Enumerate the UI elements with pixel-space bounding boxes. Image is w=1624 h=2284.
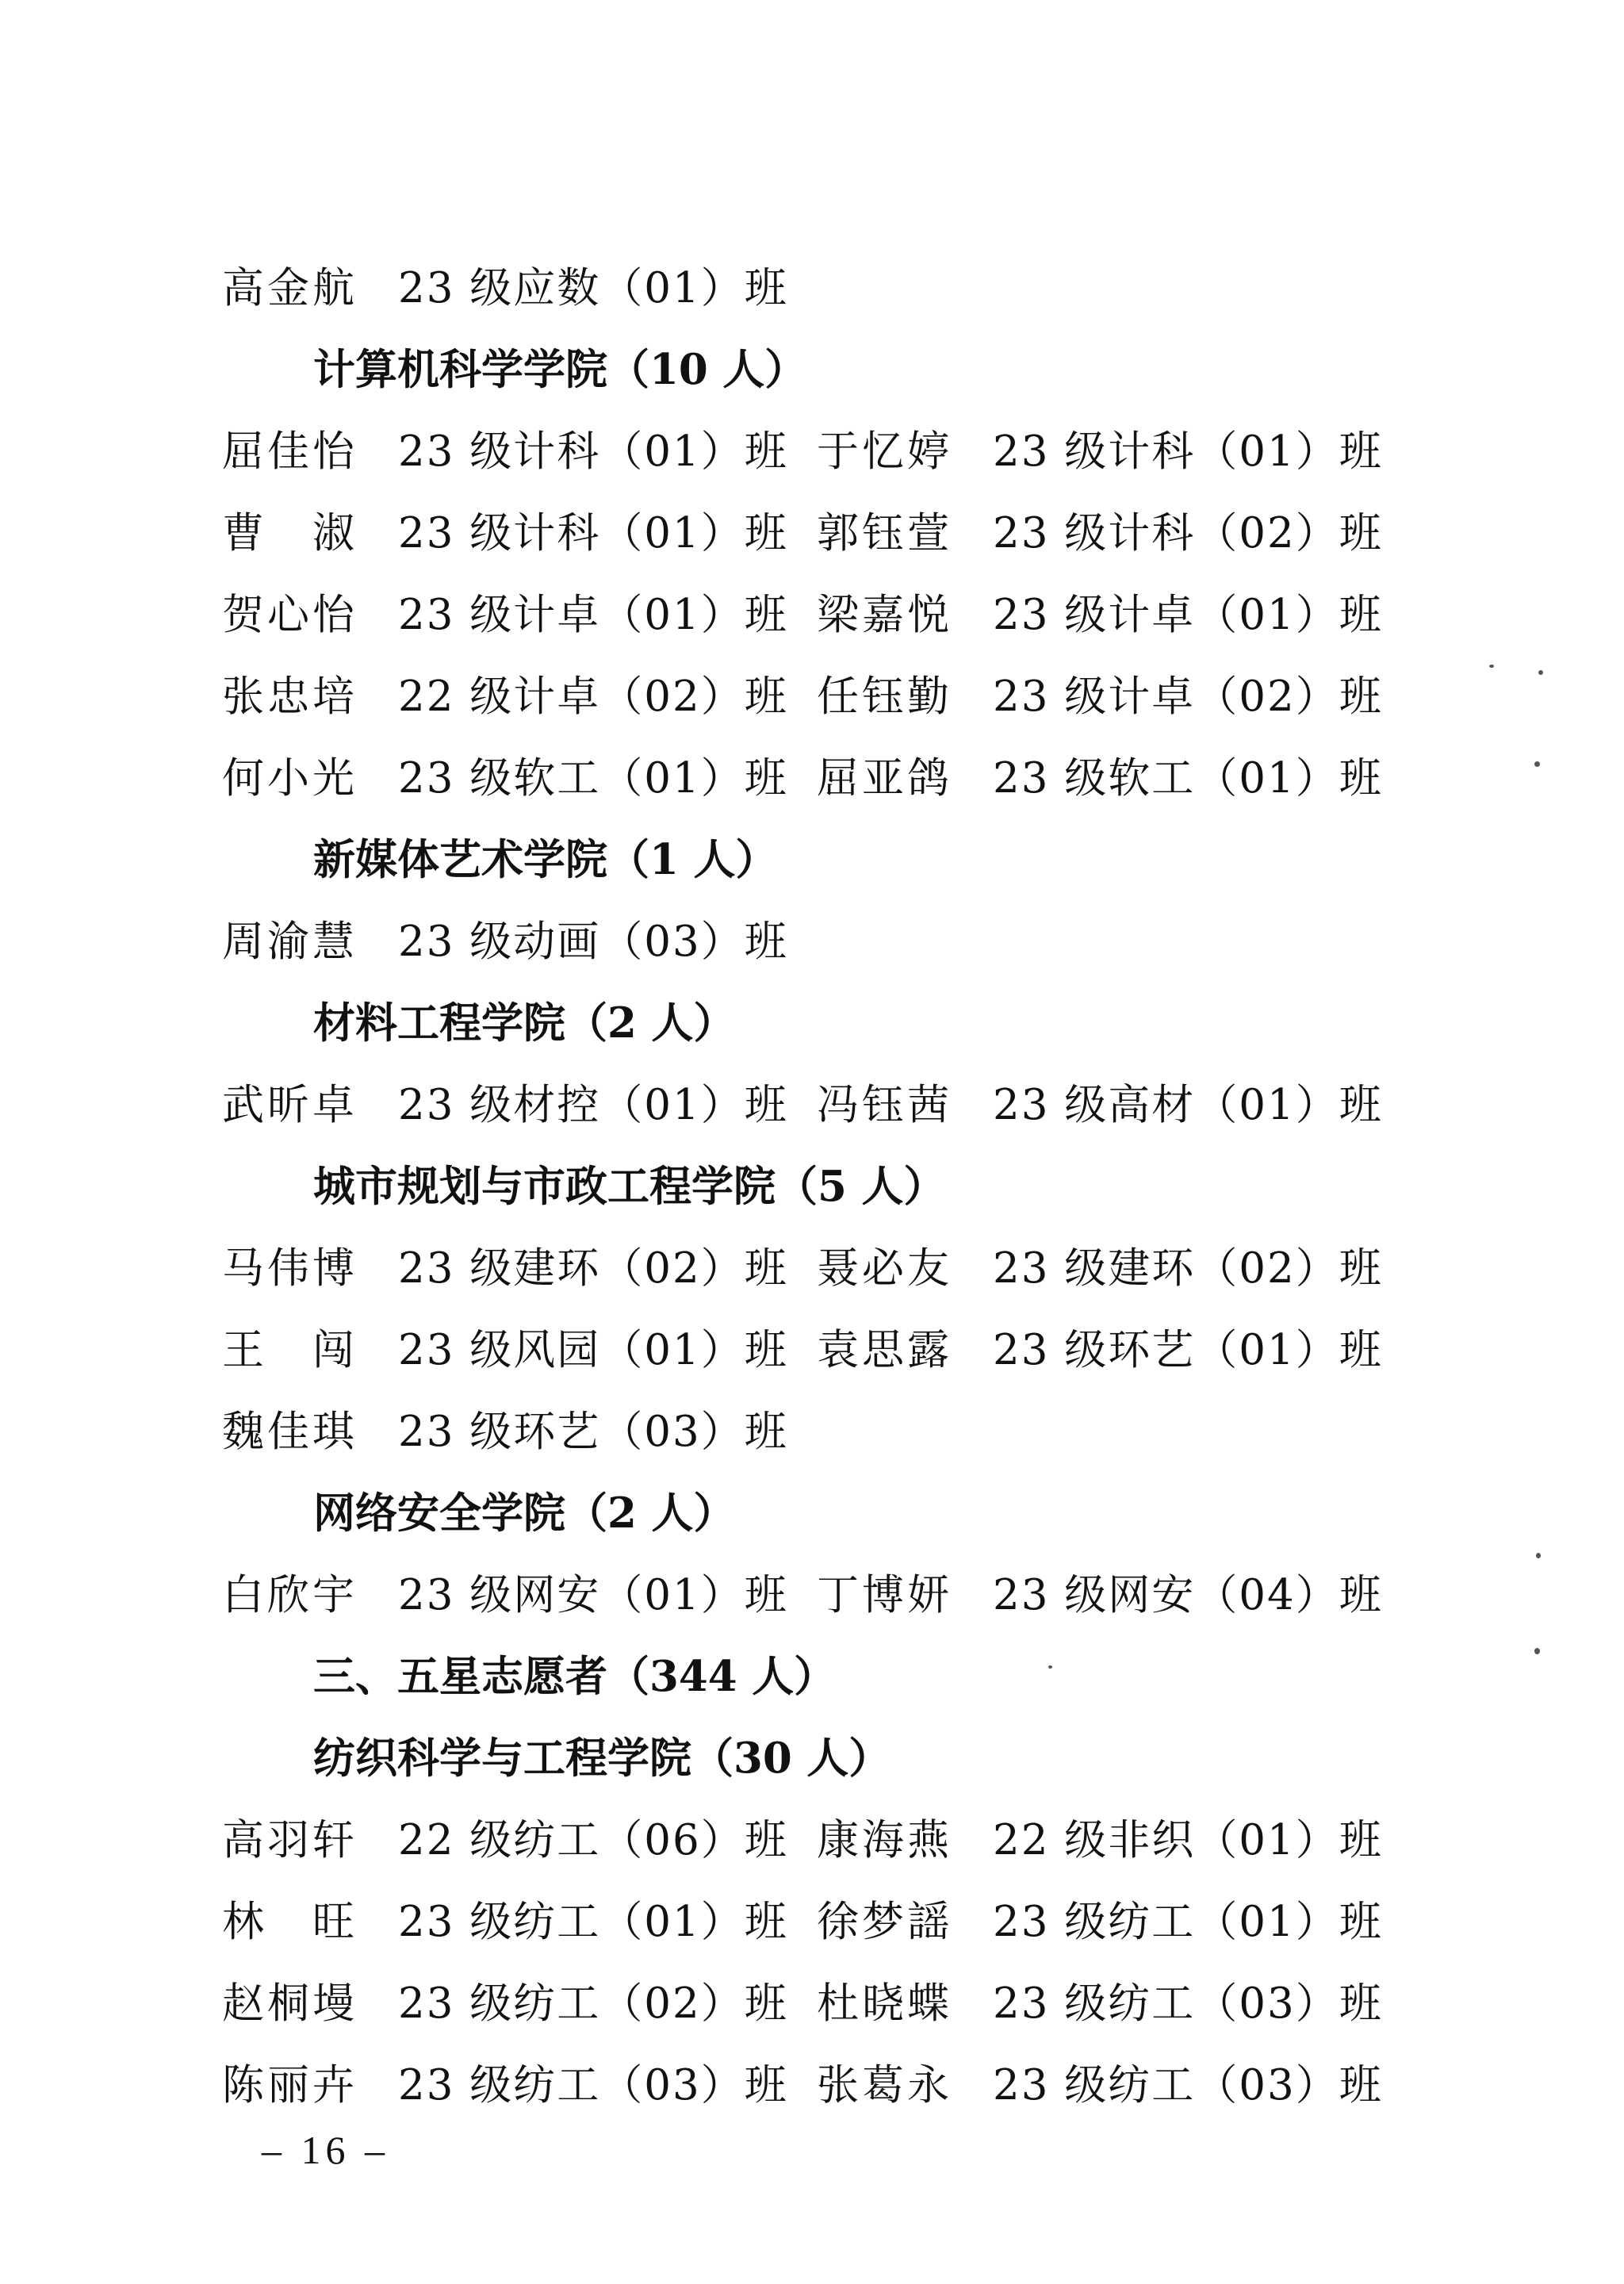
roster-entry xyxy=(222,247,833,329)
class-name: 23 级纺工（03）班 xyxy=(993,2061,1383,2110)
class-name: 23 级软工（01）班 xyxy=(398,754,788,803)
roster-row xyxy=(222,1064,1411,1146)
roster-row xyxy=(222,1554,1411,1636)
roster-row xyxy=(222,1963,1411,2044)
class-name: 22 级计卓（02）班 xyxy=(398,673,788,721)
roster-row xyxy=(222,1228,1411,1309)
roster-row xyxy=(222,574,1411,656)
roster-row xyxy=(222,1881,1411,1963)
student-name: 王 闯 xyxy=(222,1326,358,1374)
student-name: 屈亚鸽 xyxy=(817,754,952,803)
class-name: 23 级应数（01）班 xyxy=(398,264,788,312)
student-name: 马伟博 xyxy=(222,1244,358,1293)
document-body xyxy=(222,247,1411,2126)
roster-entry xyxy=(222,1391,833,1473)
roster-row xyxy=(222,901,1411,983)
student-name: 武昕卓 xyxy=(222,1081,358,1129)
roster-entry xyxy=(222,901,833,983)
roster-entry xyxy=(222,492,817,574)
roster-entry xyxy=(222,574,817,656)
student-name: 贺心怡 xyxy=(222,591,358,639)
roster-entry xyxy=(817,574,1411,656)
class-name: 23 级建环（02）班 xyxy=(993,1244,1383,1293)
roster-entry xyxy=(222,1963,817,2044)
class-name: 23 级计科（02）班 xyxy=(993,509,1383,558)
roster-entry xyxy=(222,1064,817,1146)
roster-entry xyxy=(222,1554,817,1636)
section-heading: 计算机科学学院（10 人） xyxy=(313,345,807,394)
student-name: 袁思露 xyxy=(817,1326,952,1374)
roster-row xyxy=(222,492,1411,574)
class-name: 23 级纺工（02）班 xyxy=(398,1979,788,2028)
class-name: 23 级材控（01）班 xyxy=(398,1081,788,1129)
student-name: 丁博妍 xyxy=(817,1571,952,1619)
student-name: 赵桐墁 xyxy=(222,1979,358,2028)
student-name: 于忆婷 xyxy=(817,427,952,476)
roster-row xyxy=(222,1799,1411,1881)
roster-row xyxy=(222,656,1411,738)
roster-entry xyxy=(817,1554,1411,1636)
roster-entry xyxy=(817,656,1411,738)
student-name: 曹 淑 xyxy=(222,509,358,558)
class-name: 23 级计科（01）班 xyxy=(398,427,788,476)
section-heading: 网络安全学院（2 人） xyxy=(313,1489,736,1538)
class-name: 23 级环艺（03）班 xyxy=(398,1408,788,1456)
roster-row xyxy=(222,738,1411,819)
student-name: 周渝慧 xyxy=(222,918,358,966)
class-name: 23 级纺工（01）班 xyxy=(993,1898,1383,1946)
roster-row xyxy=(222,1309,1411,1391)
page-number: – 16 – xyxy=(262,2128,389,2172)
roster-entry xyxy=(222,1228,817,1309)
class-name: 23 级计卓（01）班 xyxy=(398,591,788,639)
student-name: 高羽轩 xyxy=(222,1816,358,1864)
student-name: 白欣宇 xyxy=(222,1571,358,1619)
class-name: 23 级计科（01）班 xyxy=(398,509,788,558)
class-name: 23 级计科（01）班 xyxy=(993,427,1383,476)
section-heading: 纺织科学与工程学院（30 人） xyxy=(313,1734,891,1783)
roster-row xyxy=(222,247,1411,329)
class-name: 23 级纺工（03）班 xyxy=(398,2061,788,2110)
roster-entry xyxy=(817,2044,1411,2126)
roster-entry xyxy=(817,492,1411,574)
class-name: 22 级非织（01）班 xyxy=(993,1816,1383,1864)
roster-row xyxy=(222,1391,1411,1473)
class-name: 23 级建环（02）班 xyxy=(398,1244,788,1293)
roster-entry xyxy=(222,411,817,492)
student-name: 徐梦謡 xyxy=(817,1898,952,1946)
roster-entry xyxy=(817,1963,1411,2044)
roster-entry xyxy=(222,656,817,738)
class-name: 23 级纺工（01）班 xyxy=(398,1898,788,1946)
roster-row xyxy=(222,2044,1411,2126)
student-name: 任钰勤 xyxy=(817,673,952,721)
student-name: 康海燕 xyxy=(817,1816,952,1864)
roster-entry xyxy=(817,1799,1411,1881)
student-name: 林 旺 xyxy=(222,1898,358,1946)
section-heading: 三、五星志愿者（344 人） xyxy=(313,1652,837,1701)
roster-entry xyxy=(222,2044,817,2126)
student-name: 张葛永 xyxy=(817,2061,952,2110)
scan-speck xyxy=(1048,1665,1052,1669)
section-heading: 材料工程学院（2 人） xyxy=(313,998,736,1048)
roster-entry xyxy=(817,738,1411,819)
roster-entry xyxy=(817,1064,1411,1146)
scan-speck xyxy=(1534,761,1540,767)
roster-entry xyxy=(222,738,817,819)
roster-entry xyxy=(817,411,1411,492)
student-name: 屈佳怡 xyxy=(222,427,358,476)
section-heading: 城市规划与市政工程学院（5 人） xyxy=(313,1162,946,1211)
student-name: 何小光 xyxy=(222,754,358,803)
scan-speck xyxy=(1489,665,1494,668)
class-name: 23 级软工（01）班 xyxy=(993,754,1383,803)
class-name: 23 级网安（04）班 xyxy=(993,1571,1383,1619)
class-name: 23 级纺工（03）班 xyxy=(993,1979,1383,2028)
section-heading: 新媒体艺术学院（1 人） xyxy=(313,835,778,884)
student-name: 高金航 xyxy=(222,264,358,312)
class-name: 23 级环艺（01）班 xyxy=(993,1326,1383,1374)
student-name: 陈丽卉 xyxy=(222,2061,358,2110)
class-name: 23 级计卓（01）班 xyxy=(993,591,1383,639)
roster-entry xyxy=(222,1881,817,1963)
roster-entry xyxy=(817,1309,1411,1391)
roster-row xyxy=(222,411,1411,492)
roster-entry xyxy=(222,1309,817,1391)
roster-entry xyxy=(817,1228,1411,1309)
student-name: 梁嘉悦 xyxy=(817,591,952,639)
student-name: 冯钰茜 xyxy=(817,1081,952,1129)
student-name: 聂必友 xyxy=(817,1244,952,1293)
class-name: 23 级高材（01）班 xyxy=(993,1081,1383,1129)
class-name: 22 级纺工（06）班 xyxy=(398,1816,788,1864)
student-name: 魏佳琪 xyxy=(222,1408,358,1456)
scan-speck xyxy=(1538,670,1543,675)
roster-entry xyxy=(222,1799,817,1881)
class-name: 23 级风园（01）班 xyxy=(398,1326,788,1374)
class-name: 23 级动画（03）班 xyxy=(398,918,788,966)
roster-entry xyxy=(817,1881,1411,1963)
student-name: 郭钰萱 xyxy=(817,509,952,558)
class-name: 23 级网安（01）班 xyxy=(398,1571,788,1619)
student-name: 杜晓蝶 xyxy=(817,1979,952,2028)
student-name: 张忠培 xyxy=(222,673,358,721)
scan-speck xyxy=(1536,1553,1541,1558)
scan-speck xyxy=(1534,1648,1540,1654)
class-name: 23 级计卓（02）班 xyxy=(993,673,1383,721)
